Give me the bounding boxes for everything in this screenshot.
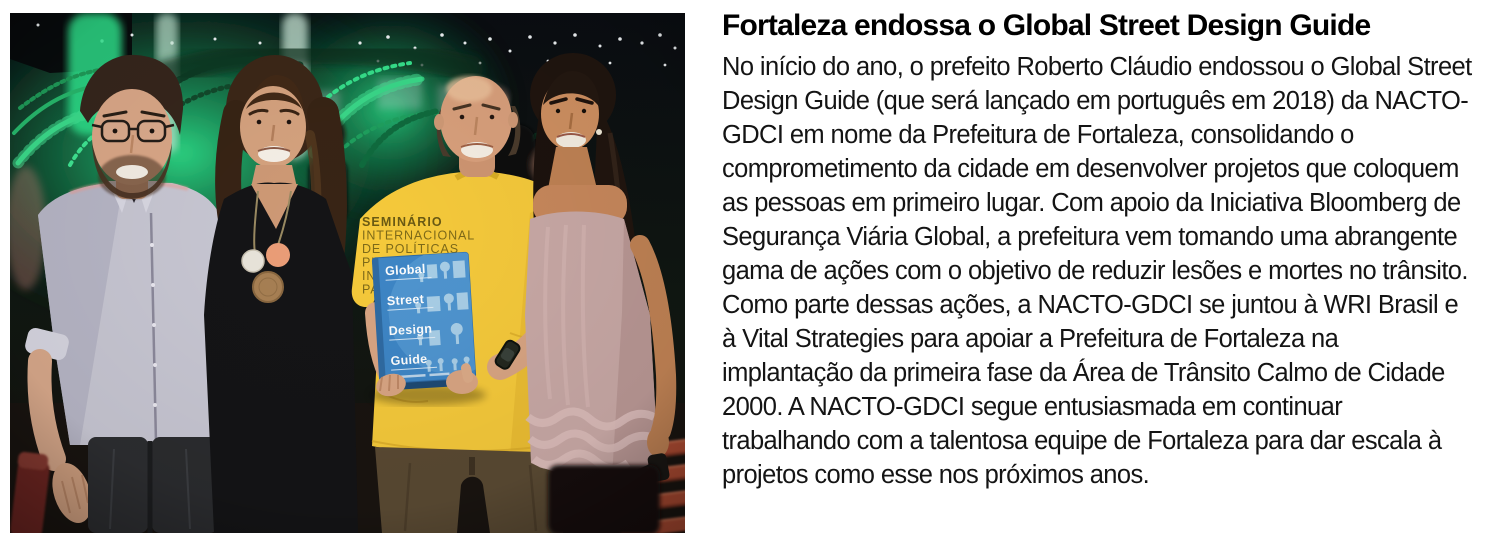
- article: [722, 8, 1474, 492]
- article-title: Fortaleza endossa o Global Street Design Guide: [722, 9, 1371, 42]
- event-photo: [10, 13, 685, 533]
- event-photo-illustration: [10, 13, 685, 533]
- article-body: No início do ano, o prefeito Roberto Cláudio endossou o Global Street Design Guide (que será lançado em português em 2018) da NACTO-GDCI em nome da Prefeitura de Fortaleza, consolidando o comprometimento da cidade em desenvolver projetos que coloquem as pessoas em primeiro lugar. Com apoio da Iniciativa Bloomberg de Segurança Viária Global, a prefeitura vem tomando uma abrangente gama de ações com o objetivo de reduzir lesões e mortes no trânsito. Como parte dessas ações, a NACTO-GDCI se juntou à WRI Brasil e à Vital Strategies para apoiar a Prefeitura de Fortaleza na implantação da primeira fase da Área de Trânsito Calmo de Cidade 2000. A NACTO-GDCI segue entusiasmada em continuar trabalhando com a talentosa equipe de Fortaleza para dar escala à projetos como esse nos próximos anos.: [722, 53, 1472, 489]
- photo-vignette: [10, 13, 685, 533]
